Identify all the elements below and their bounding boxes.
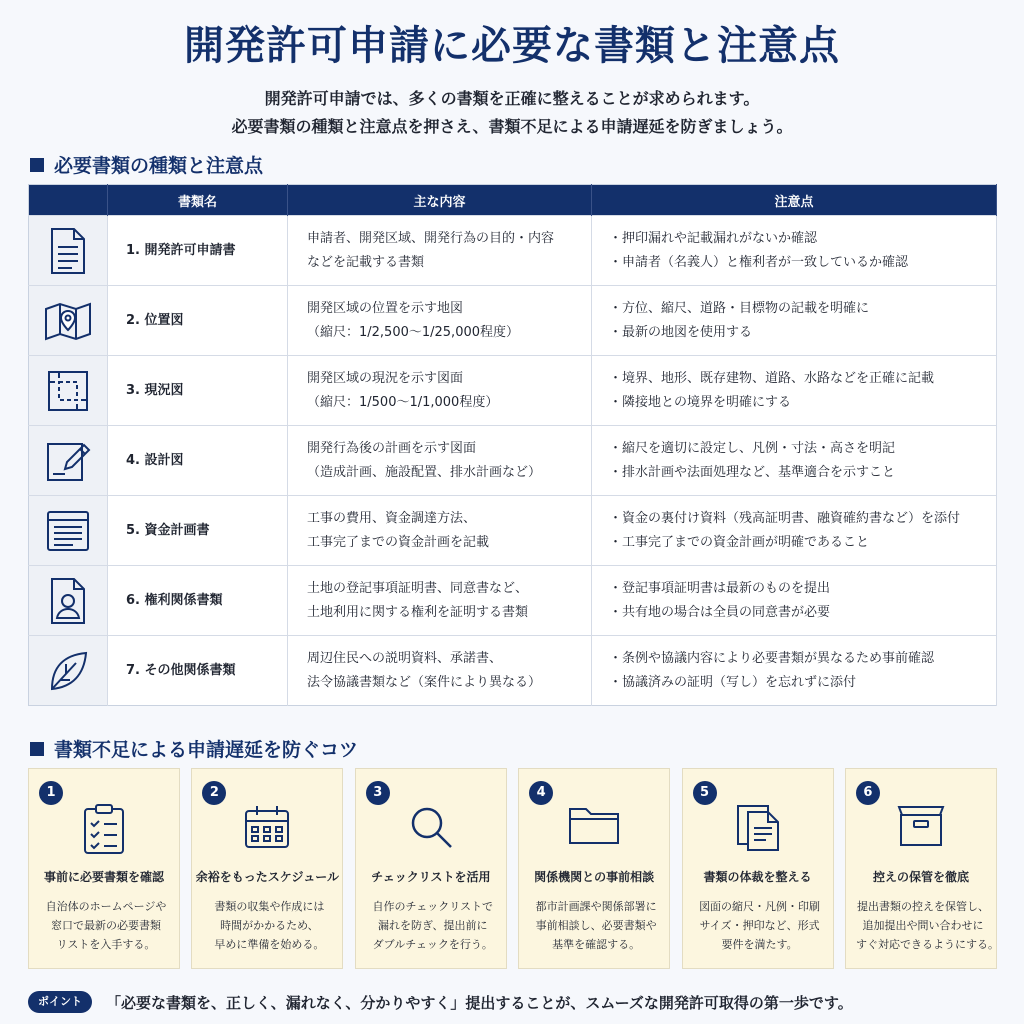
tip-title: チェックリストを活用 [371,870,491,884]
documents-table [28,184,997,706]
tip-text-line: 時間がかかるため、 [220,919,319,932]
table-row [29,566,997,636]
tip-card [191,768,343,969]
tip-text-line: 事前相談し、必要書類や [535,919,657,932]
document-notes [592,636,997,706]
table-row [29,286,997,356]
document-name: 1. 開発許可申請書 [108,216,288,286]
checklist-clipboard-icon [82,803,126,855]
tip-number-badge: 3 [366,781,390,805]
tip-text-line: 提出書類の控えを保管し、 [856,900,989,913]
heading-square-icon [30,158,44,172]
note-line: ・縮尺を適切に設定し、凡例・寸法・高さを明記 [609,440,896,456]
note-line: ・押印漏れや記載漏れがないか確認 [609,230,818,246]
content-line: 開発区域の位置を示す地図 [307,300,464,316]
content-line: 周辺住民への説明資料、承諾書、 [307,650,503,666]
documents-section-heading-text: 必要書類の種類と注意点 [54,155,264,177]
document-notes [592,426,997,496]
document-name: 6. 権利関係書類 [108,566,288,636]
document-content [288,356,592,426]
documents-section-heading [30,151,263,178]
tip-text-line: サイズ・押印など、形式 [699,919,820,932]
tip-text-line: 早めに準備を始める。 [214,938,325,951]
tip-card [518,768,670,969]
tip-icon-wrap [683,803,833,859]
row-icon-cell [29,216,108,286]
note-line: ・申請者（名義人）と権利者が一致しているか確認 [609,254,909,270]
folder-icon [567,803,621,847]
tip-text [693,897,827,954]
document-notes [592,286,997,356]
document-notes [592,356,997,426]
document-name: 3. 現況図 [108,356,288,426]
content-line: （縮尺：1/500〜1/1,000程度） [307,394,499,410]
tip-number-badge: 6 [856,781,880,805]
note-line: ・協議済みの証明（写し）を忘れずに添付 [609,674,857,690]
content-line: 開発区域の現況を示す図面 [307,370,464,386]
point-text: 「必要な書類を、正しく、漏れなく、分かりやすく」提出することが、スムーズな開発許可取得の第一歩です。 [106,994,853,1012]
subtitle-line-2: 必要書類の種類と注意点を押さえ、書類不足による申請遅延を防ぎましょう。 [231,117,793,136]
table-row [29,426,997,496]
tip-icon-wrap [356,803,506,859]
document-name: 5. 資金計画書 [108,496,288,566]
tip-title: 関係機関との事前相談 [534,870,655,884]
content-line: 土地利用に関する権利を証明する書類 [307,604,529,620]
boundary-plan-icon [46,369,90,413]
document-content [288,216,592,286]
note-line: ・排水計画や法面処理など、基準適合を示すこと [609,464,896,480]
note-line: ・登記事項証明書は最新のものを提出 [609,580,831,596]
calendar-icon [243,803,291,851]
note-line: ・共有地の場合は全員の同意書が必要 [609,604,831,620]
content-line: 土地の登記事項証明書、同意書など、 [307,580,529,596]
tips-grid [28,768,997,969]
tip-text [529,897,663,954]
content-line: （縮尺：1/2,500〜1/25,000程度） [307,324,520,340]
content-line: 申請者、開発区域、開発行為の目的・内容 [307,230,555,246]
row-icon-cell [29,496,108,566]
row-icon-cell [29,286,108,356]
archive-box-icon [895,803,947,849]
tip-title: 事前に必要書類を確認 [43,870,164,884]
document-notes [592,216,997,286]
tip-icon-wrap [192,803,342,859]
tip-title: 控えの保管を徹底 [872,870,969,884]
document-notes [592,496,997,566]
tip-card [845,768,997,969]
tip-number-badge: 2 [202,781,226,805]
tip-number-badge: 5 [693,781,717,805]
tips-section-heading-text: 書類不足による申請遅延を防ぐコツ [54,739,359,761]
document-content [288,496,592,566]
content-line: 工事の費用、資金調達方法、 [307,510,477,526]
note-line: ・資金の裏付け資料（残高証明書、融資確約書など）を添付 [609,510,961,526]
map-pin-icon [44,301,92,341]
tip-text-line: 自作のチェックリストで [372,900,493,913]
tip-text-line: 自治体のホームページや [45,900,167,913]
tip-text-line: すぐ対応できるようにする。 [855,938,999,951]
tip-icon-wrap [519,803,669,859]
header-notes: 注意点 [592,185,997,216]
document-name: 7. その他関係書類 [108,636,288,706]
tips-section-heading [30,735,358,762]
tip-title: 書類の体裁を整える [703,870,812,884]
leaf-icon [46,649,90,693]
point-badge: ポイント [28,991,92,1013]
tip-text-line: 基準を確認する。 [552,938,641,951]
tip-text-line: 書類の収集や作成には [214,900,325,913]
table-row [29,496,997,566]
tip-icon-wrap [846,803,996,859]
content-line: などを記載する書類 [307,254,425,270]
note-line: ・方位、縮尺、道路・目標物の記載を明確に [609,300,870,316]
page-title: 開発許可申請に必要な書類と注意点 [184,23,840,69]
tip-text-line: 要件を満たす。 [721,938,798,951]
heading-square-icon [30,742,44,756]
header-document-name: 書類名 [108,185,288,216]
note-line: ・境界、地形、既存建物、道路、水路などを正確に記載 [609,370,935,386]
edit-drawing-icon [45,439,91,483]
tip-text-line: 都市計画課や関係部署に [535,900,657,913]
stacked-documents-icon [45,508,91,554]
table-row [29,356,997,426]
tip-text [202,897,336,954]
tip-card [28,768,180,969]
document-name: 4. 設計図 [108,426,288,496]
note-line: ・隣接地との境界を明確にする [609,394,792,410]
content-line: （造成計画、施設配置、排水計画など） [307,464,542,480]
tip-text-line: 追加提出や問い合わせに [862,919,984,932]
tip-icon-wrap [29,803,179,859]
document-notes [592,566,997,636]
document-copy-icon [735,803,781,853]
tip-card [682,768,834,969]
content-line: 開発行為後の計画を示す図面 [307,440,477,456]
document-content [288,286,592,356]
tip-text [39,897,173,954]
subtitle-line-1: 開発許可申請では、多くの書類を正確に整えることが求められます。 [264,89,760,108]
document-content [288,636,592,706]
magnifier-icon [407,803,455,851]
id-document-icon [48,577,88,625]
table-row [29,636,997,706]
tip-number-badge: 4 [529,781,553,805]
row-icon-cell [29,636,108,706]
note-line: ・工事完了までの資金計画が明確であること [609,534,870,550]
row-icon-cell [29,566,108,636]
content-line: 工事完了までの資金計画を記載 [307,534,490,550]
table-row [29,216,997,286]
document-icon [48,227,88,275]
tip-card [355,768,507,969]
content-line: 法令協議書類など（案件により異なる） [307,674,542,690]
row-icon-cell [29,356,108,426]
row-icon-cell [29,426,108,496]
table-header-row [29,185,997,216]
document-content [288,426,592,496]
tip-text-line: リストを入手する。 [56,938,156,951]
tip-title: 余裕をもったスケジュール [195,870,340,884]
tip-number-badge: 1 [39,781,63,805]
document-content [288,566,592,636]
header-icon-cell [29,185,108,216]
tip-text-line: 図面の縮尺・凡例・印刷 [699,900,821,913]
header-main-content: 主な内容 [288,185,592,216]
tip-text [855,897,999,954]
note-line: ・最新の地図を使用する [609,324,753,340]
tip-text-line: ダブルチェックを行う。 [372,938,493,951]
tip-text-line: 窓口で最新の必要書類 [51,919,161,932]
note-line: ・条例や協議内容により必要書類が異なるため事前確認 [609,650,935,666]
document-name: 2. 位置図 [108,286,288,356]
tip-text-line: 漏れを防ぎ、提出前に [378,919,488,932]
tip-text [366,897,500,954]
